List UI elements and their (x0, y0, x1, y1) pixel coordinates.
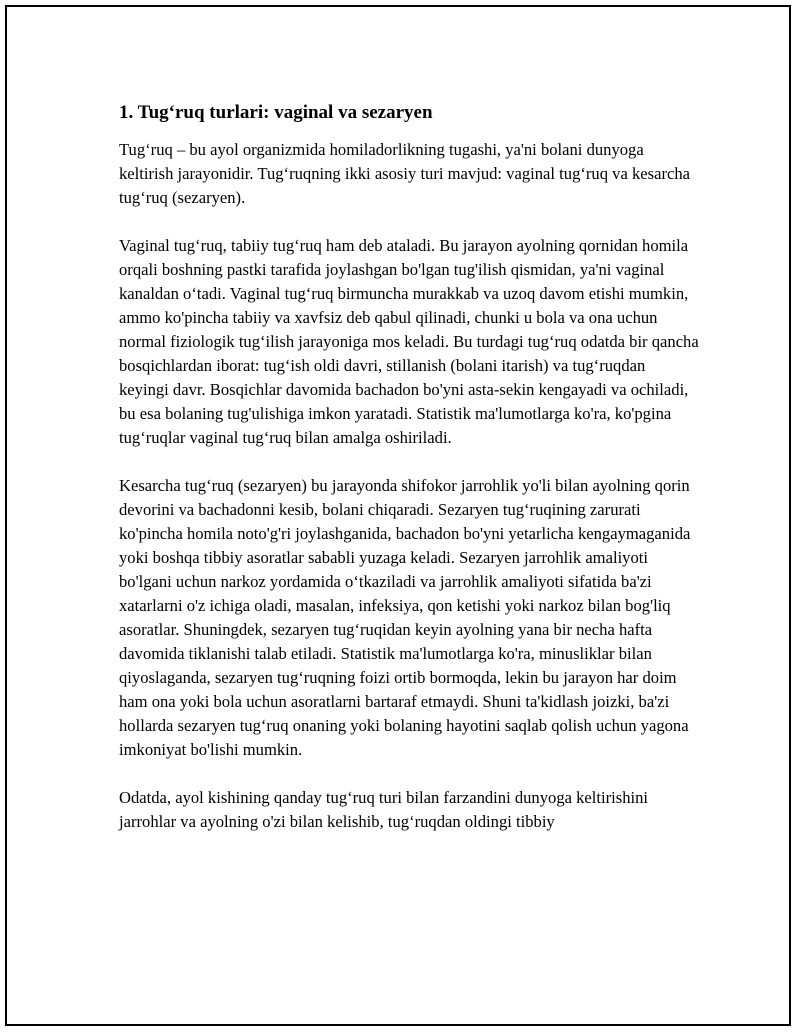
paragraph-vaginal-birth: Vaginal tug‘ruq, tabiiy tug‘ruq ham deb ataladi. Bu jarayon ayolning qornidan homila orqali boshning pastki tarafida joylashgan bo'lgan tug'ilish qismidan, ya'ni vaginal kanaldan o‘tadi. Vaginal tug‘ruq birmuncha murakkab va uzoq davom etishi mumkin, ammo ko'pincha tabiiy va xavfsiz deb qabul qilinadi, chunki u bola va ona uchun normal fiziologik tug‘ilish jarayoniga mos keladi. Bu turdagi tug‘ruq odatda bir qancha bosqichlardan iborat: tug‘ish oldi davri, stillanish (bolani itarish) va tug‘ruqdan keyingi davr. Bosqichlar davomida bachadon bo'yni asta-sekin kengayadi va ochiladi, bu esa bolaning tug'ulishiga imkon yaratadi. Statistik ma'lumotlarga ko'ra, ko'pgina tug‘ruqlar vaginal tug‘ruq bilan amalga oshiriladi. (119, 236, 699, 447)
section-heading: 1. Tug‘ruq turlari: vaginal va sezaryen (119, 102, 433, 123)
paragraph-conclusion: Odatda, ayol kishining qanday tug‘ruq turi bilan farzandini dunyoga keltirishini jarrohlar va ayolning o'zi bilan kelishib, tug‘ruqdan oldingi tibbiy (119, 788, 649, 831)
paragraph-intro: Tug‘ruq – bu ayol organizmida homiladorlikning tugashi, ya'ni bolani dunyoga keltirish jarayonidir. Tug‘ruqning ikki asosiy turi mavjud: vaginal tug‘ruq va kesarcha tug‘ruq (sezaryen). (119, 140, 691, 207)
document-body (119, 100, 699, 858)
page-frame (5, 5, 791, 1026)
paragraph-cesarean-birth: Kesarcha tug‘ruq (sezaryen) bu jarayonda shifokor jarrohlik yo'li bilan ayolning qorin devorini va bachadonni kesib, bolani chiqaradi. Sezaryen tug‘ruqining zarurati ko'pincha homila noto'g'ri joylashganida, bachadon bo'yni yetarlicha kengaymaganida yoki boshqa tibbiy asoratlar sababli yuzaga keladi. Sezaryen jarrohlik amaliyoti bo'lgani uchun narkoz yordamida o‘tkaziladi va jarrohlik amaliyoti sifatida ba'zi xatarlarni o'z ichiga oladi, masalan, infeksiya, qon ketishi yoki narkoz bilan bog'liq asoratlar. Shuningdek, sezaryen tug‘ruqidan keyin ayolning yana bir necha hafta davomida tiklanishi talab etiladi. Statistik ma'lumotlarga ko'ra, minusliklar bilan qiyoslaganda, sezaryen tug‘ruqning foizi ortib bormoqda, lekin bu jarayon har doim ham ona yoki bola uchun asoratlarni bartaraf etmaydi. Shuni ta'kidlash joizki, ba'zi hollarda sezaryen tug‘ruq onaning yoki bolaning hayotini saqlab qolish uchun yagona imkoniyat bo'lishi mumkin. (119, 476, 691, 759)
